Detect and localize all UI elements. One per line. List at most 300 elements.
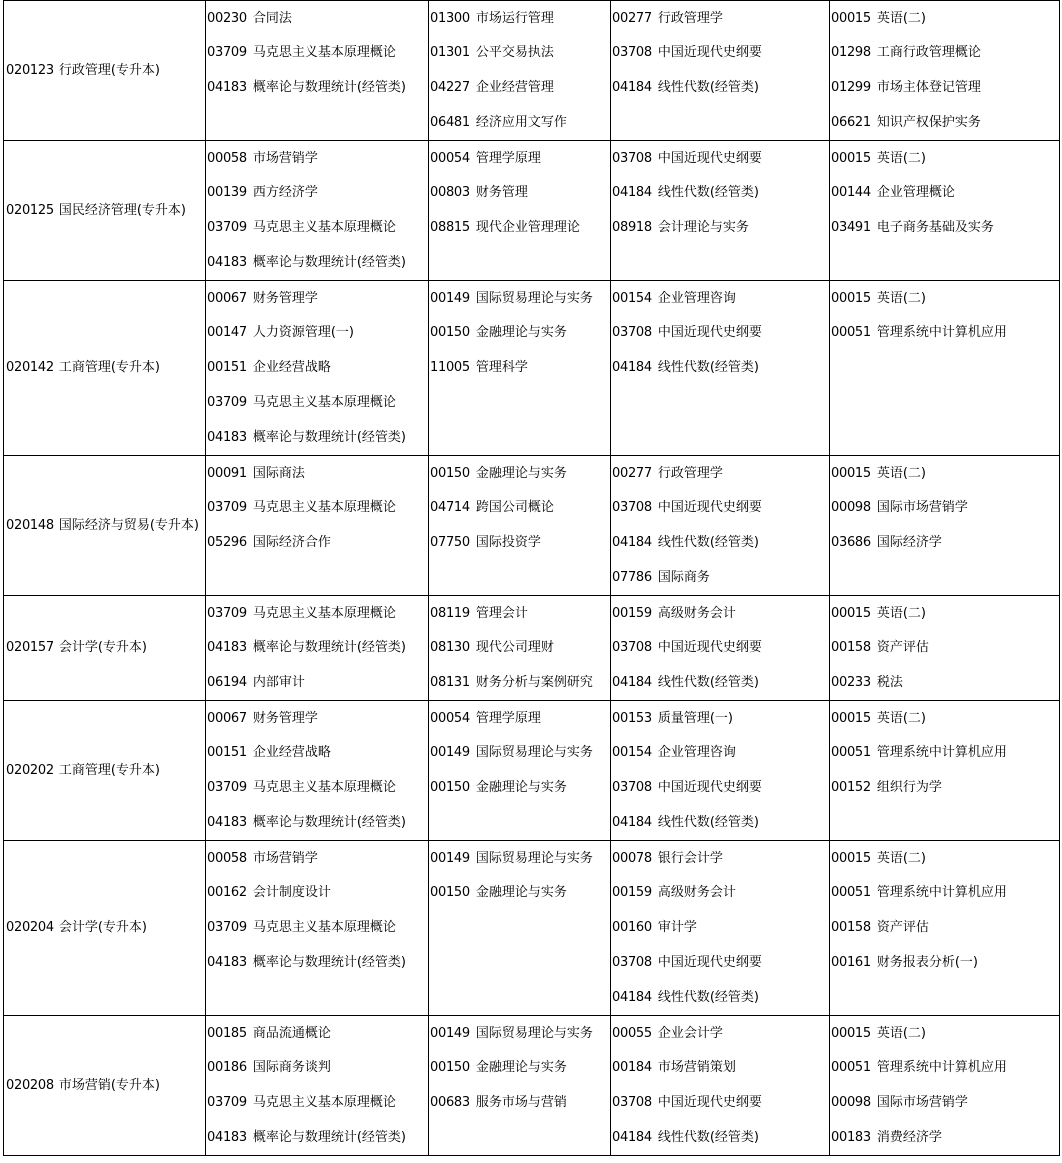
course-item	[206, 910, 428, 945]
course-name: 中国近现代史纲要	[657, 151, 762, 166]
course-item	[830, 1120, 1059, 1155]
course-item	[611, 630, 829, 665]
course-item	[611, 456, 829, 490]
course-code: 00139	[207, 185, 247, 200]
semester-cell	[611, 701, 830, 841]
course-name: 市场主体登记管理	[876, 80, 981, 95]
course-item	[206, 210, 428, 245]
course-code: 03709	[207, 500, 247, 515]
course-code: 03709	[207, 780, 247, 795]
course-code: 00054	[430, 151, 470, 166]
course-name: 财务管理学	[252, 291, 318, 306]
course-name: 公平交易执法	[475, 45, 554, 60]
major-code: 020208	[6, 1077, 54, 1093]
course-name: 马克思主义基本原理概论	[252, 45, 396, 60]
course-item	[206, 596, 428, 630]
course-code: 04714	[430, 500, 470, 515]
major-name: 市场营销(专升本)	[58, 1077, 160, 1093]
course-name: 英语(二)	[876, 606, 927, 621]
course-code: 03708	[612, 45, 652, 60]
course-name: 英语(二)	[876, 11, 927, 26]
course-item	[611, 945, 829, 980]
course-item	[611, 210, 829, 245]
course-code: 00098	[831, 1095, 871, 1110]
course-schedule-table	[3, 0, 1060, 1156]
course-code: 03708	[612, 640, 652, 655]
major-cell	[4, 701, 206, 841]
table-row	[4, 281, 1060, 456]
course-item	[429, 141, 610, 175]
semester-cell	[830, 1016, 1060, 1156]
course-name: 质量管理(一)	[657, 711, 734, 726]
course-name: 国际经济学	[876, 535, 942, 550]
course-code: 00058	[207, 151, 247, 166]
semester-cell	[429, 701, 611, 841]
course-item	[429, 1050, 610, 1085]
course-code: 00015	[831, 851, 871, 866]
course-code: 04184	[612, 535, 652, 550]
course-code: 00161	[831, 955, 871, 970]
course-name: 线性代数(经管类)	[657, 80, 760, 95]
course-item	[830, 1016, 1059, 1050]
course-name: 线性代数(经管类)	[657, 815, 760, 830]
course-code: 00160	[612, 920, 652, 935]
course-code: 01301	[430, 45, 470, 60]
course-item	[830, 490, 1059, 525]
course-name: 国际商法	[252, 466, 305, 481]
course-code: 00149	[430, 851, 470, 866]
course-item	[206, 420, 428, 455]
course-item	[429, 701, 610, 735]
course-code: 03708	[612, 500, 652, 515]
major-name: 国民经济管理(专升本)	[58, 202, 186, 218]
course-code: 03709	[207, 1095, 247, 1110]
course-item	[206, 1050, 428, 1085]
course-code: 04184	[612, 1130, 652, 1145]
course-item	[429, 1, 610, 35]
course-code: 00162	[207, 885, 247, 900]
course-code: 00183	[831, 1130, 871, 1145]
course-item	[206, 141, 428, 175]
course-name: 高级财务会计	[657, 606, 736, 621]
course-name: 企业经营战略	[252, 745, 331, 760]
course-item	[206, 1085, 428, 1120]
course-name: 管理系统中计算机应用	[876, 885, 1007, 900]
course-item	[830, 105, 1059, 140]
semester-cell	[206, 281, 429, 456]
semester-cell	[611, 841, 830, 1016]
course-code: 00091	[207, 466, 247, 481]
course-name: 管理学原理	[475, 151, 541, 166]
course-code: 03709	[207, 220, 247, 235]
course-code: 04183	[207, 430, 247, 445]
course-item	[611, 665, 829, 700]
course-name: 金融理论与实务	[475, 885, 567, 900]
course-item	[830, 770, 1059, 805]
semester-cell	[830, 141, 1060, 281]
major-name: 国际经济与贸易(专升本)	[58, 517, 199, 533]
course-code: 03709	[207, 920, 247, 935]
course-name: 审计学	[657, 920, 697, 935]
course-code: 00098	[831, 500, 871, 515]
course-item	[830, 735, 1059, 770]
course-name: 西方经济学	[252, 185, 318, 200]
course-name: 银行会计学	[657, 851, 723, 866]
course-item	[429, 665, 610, 700]
course-name: 马克思主义基本原理概论	[252, 220, 396, 235]
course-name: 管理会计	[475, 606, 528, 621]
course-code: 00151	[207, 360, 247, 375]
course-name: 马克思主义基本原理概论	[252, 780, 396, 795]
semester-cell	[206, 596, 429, 701]
major-code: 020148	[6, 517, 54, 533]
course-item	[830, 630, 1059, 665]
course-item	[206, 805, 428, 840]
course-item	[830, 456, 1059, 490]
table-row	[4, 1016, 1060, 1156]
course-item	[611, 1050, 829, 1085]
course-name: 财务分析与案例研究	[475, 675, 593, 690]
course-code: 03709	[207, 395, 247, 410]
course-item	[611, 701, 829, 735]
semester-cell	[611, 141, 830, 281]
course-code: 00015	[831, 151, 871, 166]
course-name: 英语(二)	[876, 711, 927, 726]
semester-cell	[429, 281, 611, 456]
course-name: 马克思主义基本原理概论	[252, 395, 396, 410]
course-code: 00150	[430, 780, 470, 795]
course-item	[830, 665, 1059, 700]
table-row	[4, 1, 1060, 141]
semester-cell	[429, 1, 611, 141]
course-name: 资产评估	[876, 640, 929, 655]
course-name: 管理系统中计算机应用	[876, 745, 1007, 760]
course-item	[429, 105, 610, 140]
major-cell	[4, 281, 206, 456]
course-name: 马克思主义基本原理概论	[252, 606, 396, 621]
course-code: 00051	[831, 885, 871, 900]
course-name: 中国近现代史纲要	[657, 955, 762, 970]
course-name: 资产评估	[876, 920, 929, 935]
course-item	[830, 141, 1059, 175]
course-name: 管理系统中计算机应用	[876, 325, 1007, 340]
major-cell	[4, 456, 206, 596]
table-row	[4, 841, 1060, 1016]
course-code: 03491	[831, 220, 871, 235]
major-name: 行政管理(专升本)	[58, 62, 160, 78]
course-code: 03686	[831, 535, 871, 550]
course-item	[830, 841, 1059, 875]
course-name: 概率论与数理统计(经管类)	[252, 255, 407, 270]
semester-cell	[206, 1016, 429, 1156]
semester-cell	[429, 141, 611, 281]
course-name: 电子商务基础及实务	[876, 220, 994, 235]
course-code: 00184	[612, 1060, 652, 1075]
course-code: 00067	[207, 711, 247, 726]
course-name: 英语(二)	[876, 291, 927, 306]
course-item	[830, 281, 1059, 315]
course-code: 00015	[831, 711, 871, 726]
course-item	[830, 910, 1059, 945]
course-name: 概率论与数理统计(经管类)	[252, 1130, 407, 1145]
course-name: 现代企业管理理论	[475, 220, 580, 235]
major-name: 工商管理(专升本)	[58, 360, 160, 375]
course-name: 国际经济合作	[252, 535, 331, 550]
major-code: 020157	[6, 640, 54, 655]
course-name: 现代公司理财	[475, 640, 554, 655]
semester-cell	[830, 596, 1060, 701]
course-name: 财务管理	[475, 185, 528, 200]
course-name: 国际贸易理论与实务	[475, 851, 593, 866]
course-item	[206, 701, 428, 735]
course-code: 03708	[612, 1095, 652, 1110]
course-name: 金融理论与实务	[475, 466, 567, 481]
course-name: 市场营销学	[252, 151, 318, 166]
course-code: 04183	[207, 955, 247, 970]
course-name: 服务市场与营销	[475, 1095, 567, 1110]
course-item	[429, 596, 610, 630]
course-item	[830, 35, 1059, 70]
course-code: 11005	[430, 360, 470, 375]
course-item	[611, 596, 829, 630]
course-code: 06481	[430, 115, 470, 130]
course-item	[429, 210, 610, 245]
table-row	[4, 141, 1060, 281]
course-code: 00015	[831, 466, 871, 481]
course-name: 国际商务谈判	[252, 1060, 331, 1075]
course-item	[611, 315, 829, 350]
course-code: 06621	[831, 115, 871, 130]
course-item	[206, 770, 428, 805]
course-code: 06194	[207, 675, 247, 690]
course-item	[830, 1085, 1059, 1120]
course-item	[429, 281, 610, 315]
semester-cell	[830, 281, 1060, 456]
course-item	[429, 456, 610, 490]
course-name: 经济应用文写作	[475, 115, 567, 130]
course-item	[206, 1, 428, 35]
course-item	[830, 210, 1059, 245]
course-item	[429, 770, 610, 805]
course-name: 会计理论与实务	[657, 220, 749, 235]
major-cell	[4, 141, 206, 281]
course-name: 会计制度设计	[252, 885, 331, 900]
course-code: 00150	[430, 885, 470, 900]
course-item	[611, 35, 829, 70]
course-name: 线性代数(经管类)	[657, 675, 760, 690]
course-name: 国际市场营销学	[876, 500, 968, 515]
semester-cell	[429, 841, 611, 1016]
course-name: 行政管理学	[657, 11, 723, 26]
course-item	[206, 841, 428, 875]
course-name: 线性代数(经管类)	[657, 1130, 760, 1145]
course-code: 00186	[207, 1060, 247, 1075]
major-name: 工商管理(专升本)	[58, 762, 160, 778]
course-code: 07750	[430, 535, 470, 550]
semester-cell	[429, 456, 611, 596]
major-code: 020142	[6, 360, 54, 375]
course-name: 国际贸易理论与实务	[475, 291, 593, 306]
course-item	[611, 175, 829, 210]
course-code: 05296	[207, 535, 247, 550]
course-name: 英语(二)	[876, 151, 927, 166]
course-name: 金融理论与实务	[475, 325, 567, 340]
course-item	[429, 175, 610, 210]
course-code: 03709	[207, 606, 247, 621]
course-item	[830, 175, 1059, 210]
table-row	[4, 701, 1060, 841]
table-row	[4, 456, 1060, 596]
course-item	[611, 525, 829, 560]
course-item	[206, 875, 428, 910]
semester-cell	[611, 456, 830, 596]
course-code: 00154	[612, 745, 652, 760]
course-item	[611, 770, 829, 805]
semester-cell	[206, 141, 429, 281]
course-code: 00150	[430, 466, 470, 481]
course-code: 00158	[831, 920, 871, 935]
course-code: 00683	[430, 1095, 470, 1110]
semester-cell	[206, 456, 429, 596]
course-code: 04227	[430, 80, 470, 95]
course-name: 线性代数(经管类)	[657, 185, 760, 200]
course-code: 00055	[612, 1026, 652, 1041]
course-name: 企业会计学	[657, 1026, 723, 1041]
semester-cell	[830, 841, 1060, 1016]
course-item	[206, 490, 428, 525]
course-code: 00015	[831, 11, 871, 26]
course-name: 线性代数(经管类)	[657, 360, 760, 375]
course-item	[206, 456, 428, 490]
course-name: 市场营销学	[252, 851, 318, 866]
course-code: 04183	[207, 1130, 247, 1145]
course-item	[206, 281, 428, 315]
course-name: 金融理论与实务	[475, 1060, 567, 1075]
major-cell	[4, 1016, 206, 1156]
course-code: 00051	[831, 325, 871, 340]
course-name: 英语(二)	[876, 851, 927, 866]
course-item	[206, 70, 428, 105]
course-code: 00158	[831, 640, 871, 655]
course-code: 00015	[831, 606, 871, 621]
semester-cell	[830, 701, 1060, 841]
course-name: 中国近现代史纲要	[657, 325, 762, 340]
course-item	[830, 315, 1059, 350]
semester-cell	[206, 1, 429, 141]
course-item	[611, 1016, 829, 1050]
course-code: 00150	[430, 1060, 470, 1075]
course-code: 08130	[430, 640, 470, 655]
course-item	[611, 1085, 829, 1120]
course-name: 企业经营管理	[475, 80, 554, 95]
course-name: 企业管理咨询	[657, 745, 736, 760]
course-name: 中国近现代史纲要	[657, 500, 762, 515]
course-code: 00149	[430, 291, 470, 306]
course-code: 04184	[612, 815, 652, 830]
course-code: 01300	[430, 11, 470, 26]
course-item	[429, 841, 610, 875]
course-item	[830, 70, 1059, 105]
course-code: 00154	[612, 291, 652, 306]
course-code: 03708	[612, 325, 652, 340]
course-item	[429, 490, 610, 525]
course-code: 04184	[612, 360, 652, 375]
course-item	[206, 175, 428, 210]
course-item	[429, 350, 610, 385]
course-name: 马克思主义基本原理概论	[252, 1095, 396, 1110]
course-item	[611, 281, 829, 315]
course-item	[611, 841, 829, 875]
course-name: 企业管理咨询	[657, 291, 736, 306]
course-code: 00078	[612, 851, 652, 866]
course-code: 04183	[207, 80, 247, 95]
course-code: 00151	[207, 745, 247, 760]
course-name: 合同法	[252, 11, 292, 26]
course-name: 国际商务	[657, 570, 710, 585]
course-name: 英语(二)	[876, 466, 927, 481]
course-code: 00277	[612, 466, 652, 481]
course-item	[830, 596, 1059, 630]
course-item	[206, 350, 428, 385]
course-item	[429, 70, 610, 105]
course-item	[830, 1, 1059, 35]
semester-cell	[611, 596, 830, 701]
semester-cell	[429, 596, 611, 701]
course-code: 04184	[612, 185, 652, 200]
course-code: 00230	[207, 11, 247, 26]
course-code: 00147	[207, 325, 247, 340]
course-name: 知识产权保护实务	[876, 115, 981, 130]
course-name: 人力资源管理(一)	[252, 325, 355, 340]
course-name: 工商行政管理概论	[876, 45, 981, 60]
course-name: 国际贸易理论与实务	[475, 1026, 593, 1041]
course-code: 04183	[207, 815, 247, 830]
course-item	[611, 980, 829, 1015]
semester-cell	[611, 1016, 830, 1156]
course-item	[830, 875, 1059, 910]
course-name: 管理科学	[475, 360, 528, 375]
course-name: 市场运行管理	[475, 11, 554, 26]
course-code: 04184	[612, 675, 652, 690]
course-name: 线性代数(经管类)	[657, 535, 760, 550]
course-code: 04183	[207, 255, 247, 270]
course-item	[830, 945, 1059, 980]
course-item	[611, 805, 829, 840]
course-item	[611, 1, 829, 35]
course-name: 国际市场营销学	[876, 1095, 968, 1110]
course-code: 04183	[207, 640, 247, 655]
course-code: 00149	[430, 1026, 470, 1041]
course-code: 08131	[430, 675, 470, 690]
course-name: 马克思主义基本原理概论	[252, 500, 396, 515]
course-item	[206, 735, 428, 770]
course-name: 国际贸易理论与实务	[475, 745, 593, 760]
table-row	[4, 596, 1060, 701]
major-cell	[4, 1, 206, 141]
course-name: 高级财务会计	[657, 885, 736, 900]
course-code: 00149	[430, 745, 470, 760]
course-item	[429, 1085, 610, 1120]
course-name: 财务报表分析(一)	[876, 955, 979, 970]
course-name: 跨国公司概论	[475, 500, 554, 515]
course-name: 中国近现代史纲要	[657, 640, 762, 655]
course-name: 管理系统中计算机应用	[876, 1060, 1007, 1075]
course-name: 马克思主义基本原理概论	[252, 920, 396, 935]
course-code: 00153	[612, 711, 652, 726]
course-item	[206, 1016, 428, 1050]
course-name: 中国近现代史纲要	[657, 780, 762, 795]
course-name: 概率论与数理统计(经管类)	[252, 640, 407, 655]
